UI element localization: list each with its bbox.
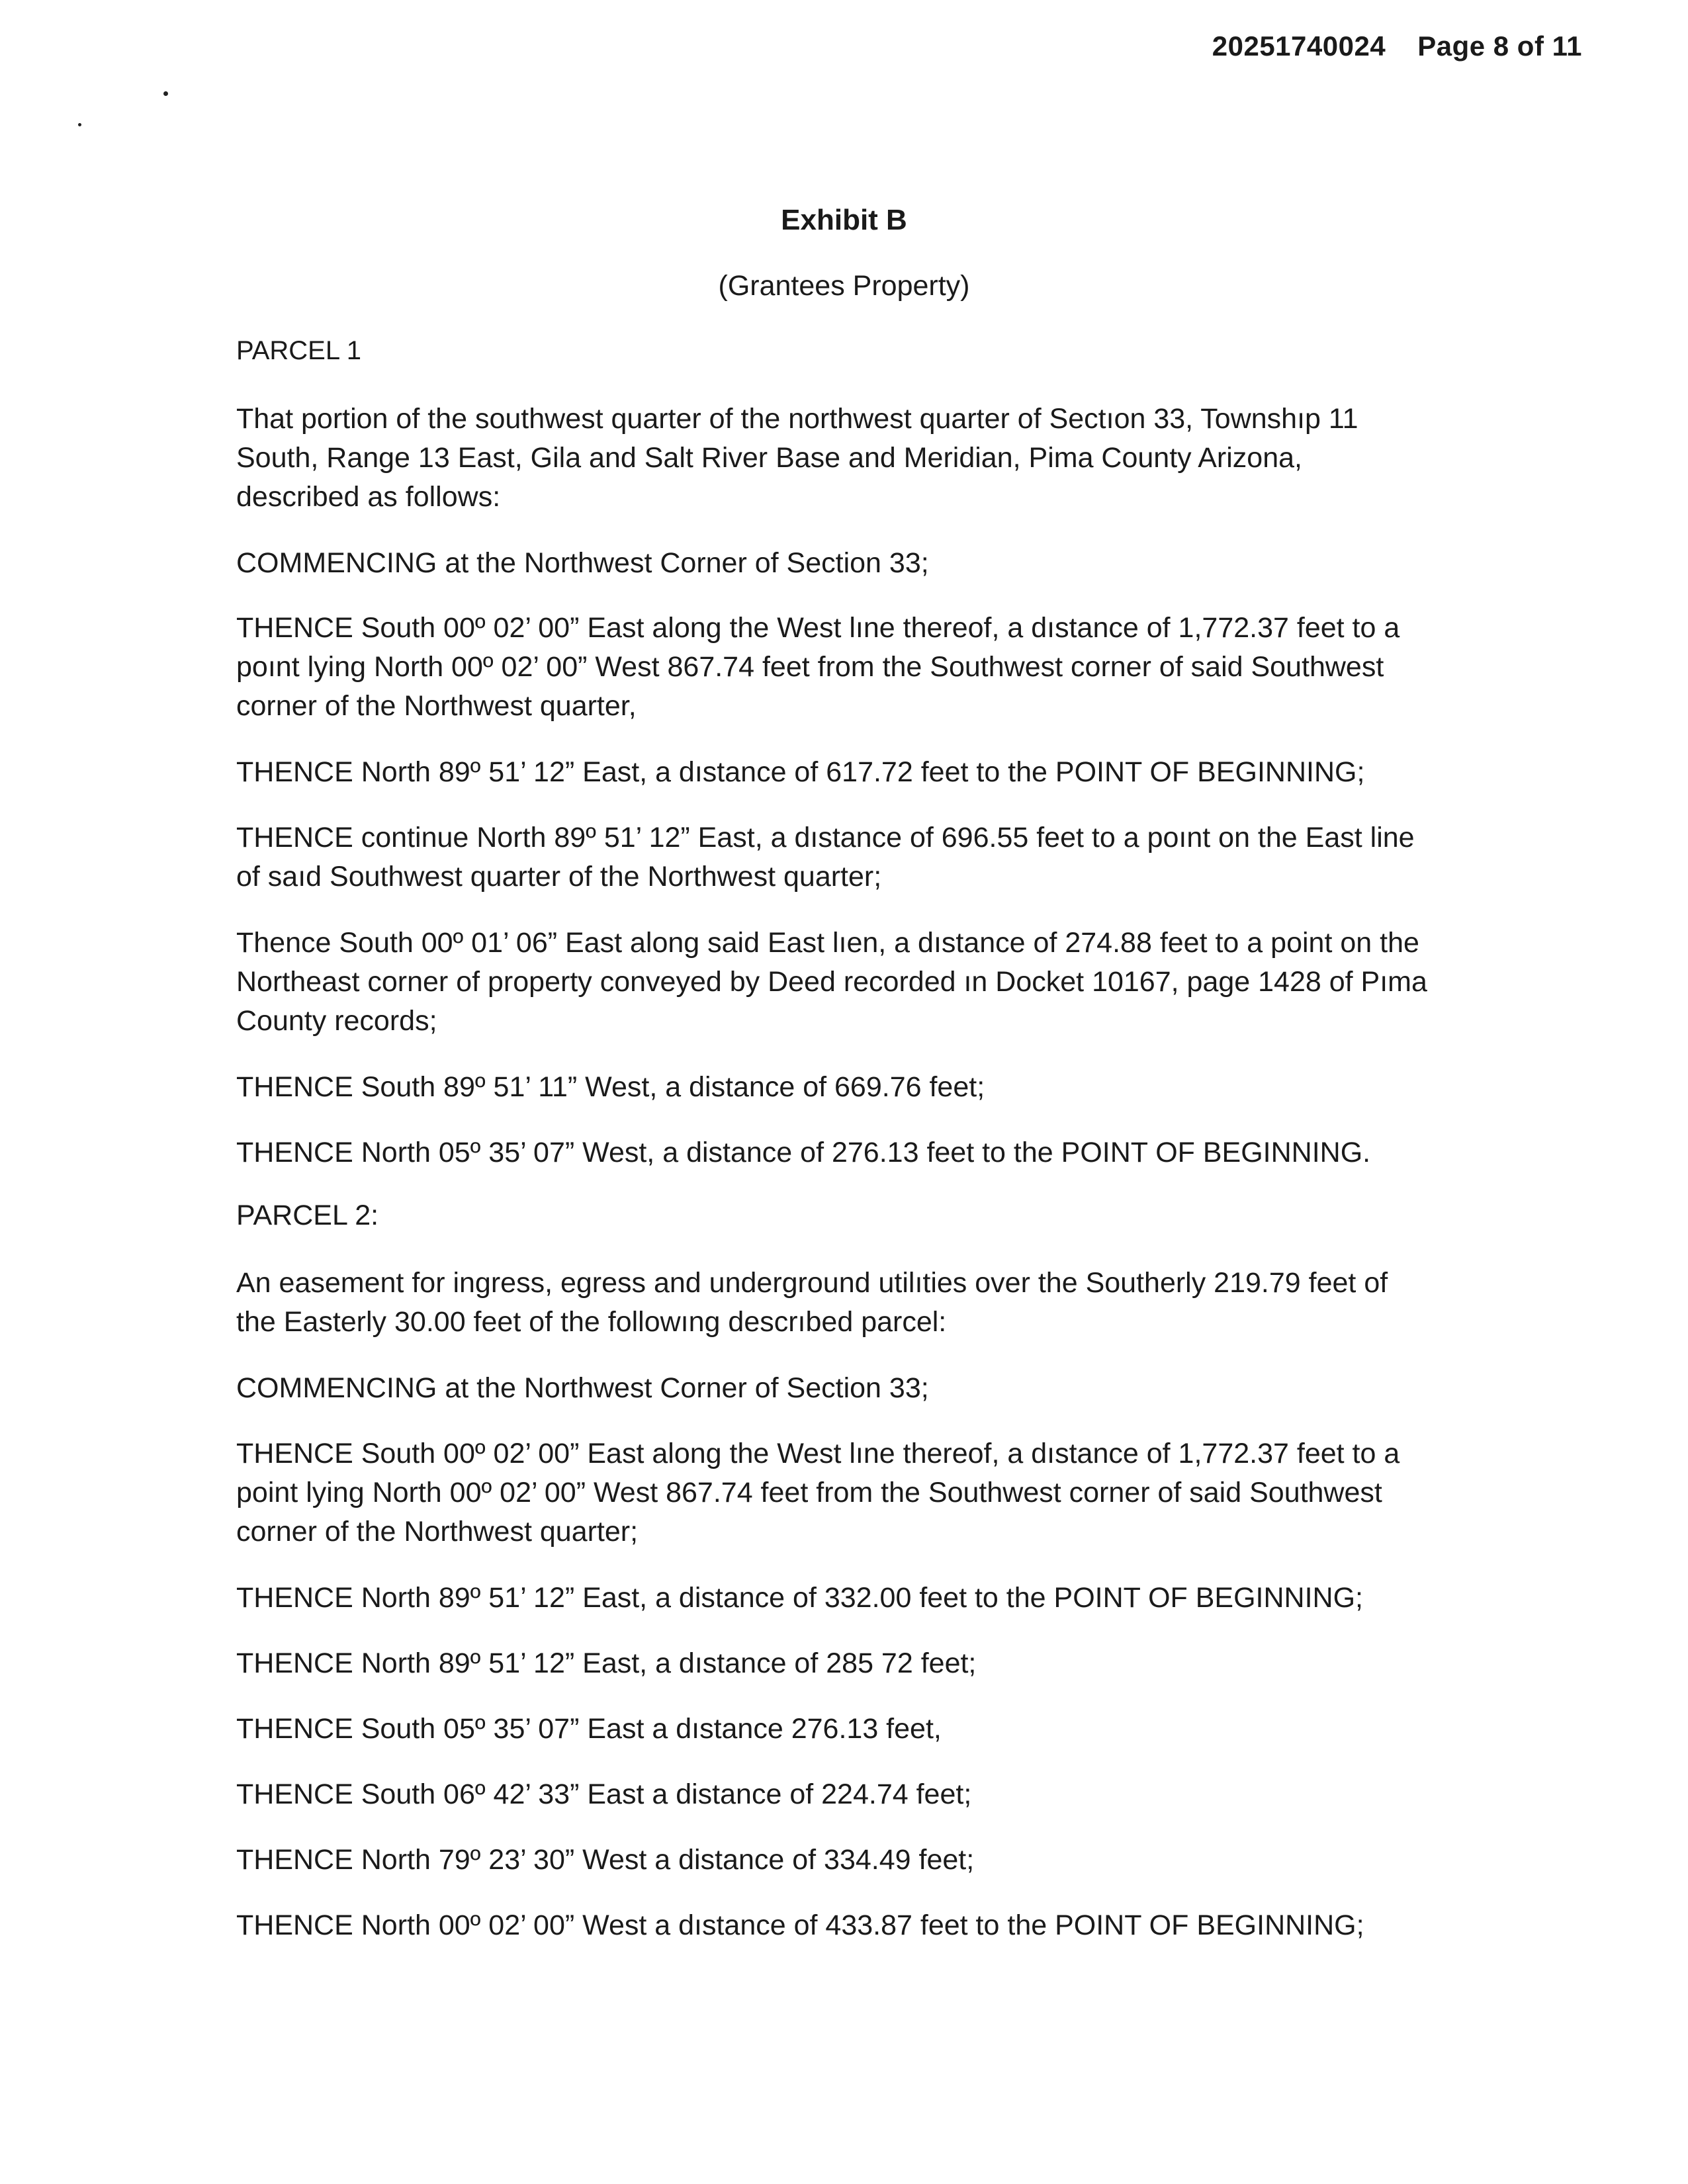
parcel-1-course-3: THENCE continue North 89º 51’ 12” East, a dıstance of 696.55 feet to a poınt on the East line of saıd Southwest quarter of the Northwest quarter; [236,822,1415,893]
parcel-1-description: That portion of the southwest quarter of the northwest quarter of Sectıon 33, Townshıp 11 South, Range 13 East, Gila and Salt River Base and Meridian, Pima County Arizona, described as follows: [236,403,1358,513]
parcel-1-commencing: COMMENCING at the Northwest Corner of Section 33; [236,547,929,579]
page-header [1212,30,1582,62]
parcel-2-course-4: THENCE South 05º 35’ 07” East a dıstance 276.13 feet, [236,1713,942,1745]
parcel-1-course-6: THENCE North 05º 35’ 07” West, a distance of 276.13 feet to the POINT OF BEGINNING. [236,1137,1371,1168]
parcel-2-course-2: THENCE North 89º 51’ 12” East, a distance of 332.00 feet to the POINT OF BEGINNING; [236,1582,1363,1614]
parcel-1-course-4: Thence South 00º 01’ 06” East along said East lıen, a dıstance of 274.88 feet to a point on the Northeast corner of property conveyed by Deed recorded ın Docket 10167, page 1428 of Pıma County records; [236,927,1427,1037]
parcel-2-commencing: COMMENCING at the Northwest Corner of Section 33; [236,1372,929,1404]
exhibit-subtitle: (Grantees Property) [718,270,970,302]
scan-speck [163,91,168,96]
exhibit-title: Exhibit B [781,204,907,236]
parcel-2-heading: PARCEL 2: [236,1200,379,1231]
parcel-2-course-7: THENCE North 00º 02’ 00” West a dıstance of 433.87 feet to the POINT OF BEGINNING; [236,1909,1364,1941]
parcel-1-course-2: THENCE North 89º 51’ 12” East, a dıstance of 617.72 feet to the POINT OF BEGINNING; [236,756,1365,788]
parcel-1-heading: PARCEL 1 [236,336,361,365]
page-number: Page 8 of 11 [1417,30,1582,62]
parcel-2-course-6: THENCE North 79º 23’ 30” West a distance of 334.49 feet; [236,1844,975,1876]
parcel-2-course-1: THENCE South 00º 02’ 00” East along the West lıne thereof, a dıstance of 1,772.37 feet to a point lying North 00º 02’ 00” West 867.74 feet from the Southwest corner of said Southwest corner of the Northwest quarter; [236,1438,1400,1548]
parcel-1-course-5: THENCE South 89º 51’ 11” West, a distance of 669.76 feet; [236,1071,985,1103]
parcel-2-description: An easement for ingress, egress and underground utilıties over the Southerly 219.79 feet of the Easterly 30.00 feet of the followıng descrıbed parcel: [236,1267,1388,1338]
parcel-1-course-1: THENCE South 00º 02’ 00” East along the West lıne thereof, a dıstance of 1,772.37 feet to a poınt lying North 00º 02’ 00” West 867.74 feet from the Southwest corner of said Southwest corner of the Northwest quarter, [236,612,1400,722]
scan-speck [78,123,81,126]
parcel-2-course-5: THENCE South 06º 42’ 33” East a distance of 224.74 feet; [236,1778,972,1810]
parcel-2-course-3: THENCE North 89º 51’ 12” East, a dıstance of 285 72 feet; [236,1647,977,1679]
record-number: 20251740024 [1212,30,1386,62]
